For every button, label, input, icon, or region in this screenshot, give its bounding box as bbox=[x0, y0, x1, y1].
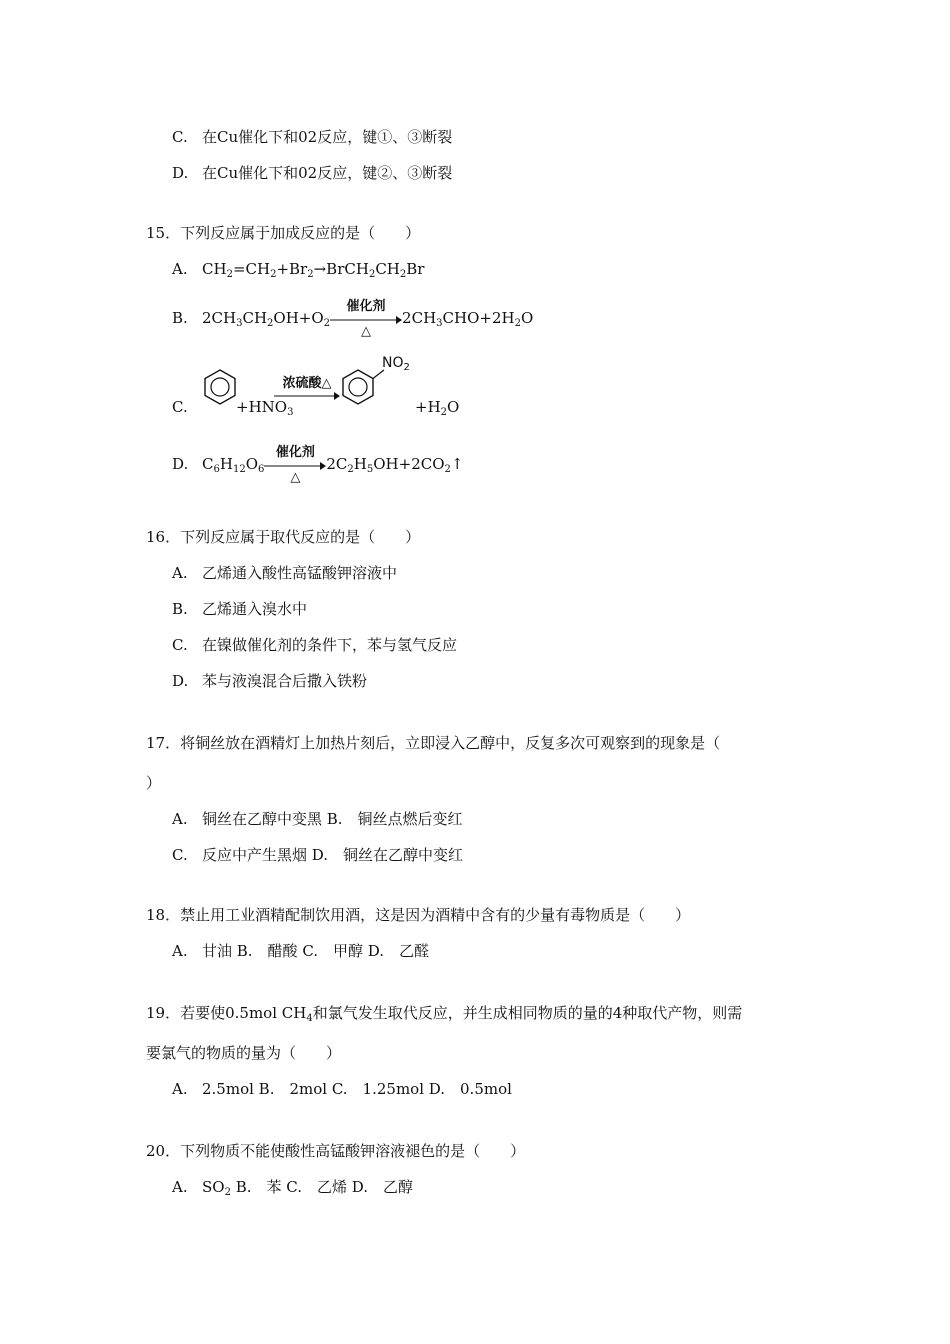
formula-part: O bbox=[520, 309, 534, 327]
q16-option-b bbox=[172, 598, 307, 620]
formula-part: OH+2CO bbox=[373, 455, 445, 473]
nitro-group-label bbox=[382, 352, 410, 379]
option-label: D. bbox=[172, 672, 189, 690]
water-product bbox=[415, 396, 459, 424]
stem-part: 和氯气发生取代反应，并生成相同物质的量的4种取代产物，则需 bbox=[312, 1004, 743, 1022]
q16-option-c bbox=[172, 634, 457, 656]
subscript: 4 bbox=[306, 1013, 313, 1024]
formula-part: O bbox=[245, 455, 258, 473]
q15-option-d bbox=[172, 444, 463, 484]
arrow-icon bbox=[274, 392, 340, 400]
option-label: A. bbox=[172, 942, 188, 960]
subscript: 6 bbox=[258, 464, 265, 475]
formula-part: OH+O bbox=[273, 309, 324, 327]
option-label: D. bbox=[172, 455, 189, 473]
formula-part: 2CH bbox=[402, 309, 437, 327]
formula-part: +HNO bbox=[236, 398, 288, 416]
option-label: C. bbox=[172, 398, 188, 416]
hno3-reactant bbox=[236, 396, 293, 424]
reaction-arrow-with-condition bbox=[274, 376, 340, 400]
q14-option-c bbox=[172, 126, 452, 148]
subscript: 2 bbox=[514, 318, 521, 329]
formula-part: SO bbox=[202, 1178, 225, 1196]
gas-arrow: ↑ bbox=[450, 455, 464, 473]
formula-part: +Br bbox=[276, 260, 308, 278]
formula-part: +H bbox=[415, 398, 441, 416]
option-label: B. bbox=[172, 309, 188, 327]
subscript: 5 bbox=[366, 464, 374, 475]
reaction-arrow-with-condition bbox=[330, 299, 402, 339]
stem-part: 19．若要使0.5mol CH bbox=[146, 1004, 307, 1022]
subscript: 2 bbox=[270, 269, 277, 280]
subscript: 2 bbox=[224, 1187, 231, 1198]
formula-part: 2CH bbox=[202, 309, 237, 327]
q19-stem-line2: 要氯气的物质的量为（ ） bbox=[146, 1044, 342, 1062]
q15-option-b bbox=[172, 298, 533, 338]
option-text: 在镍做催化剂的条件下，苯与氢气反应 bbox=[202, 636, 458, 654]
subscript: 2 bbox=[444, 464, 451, 475]
option-label: C. bbox=[172, 636, 188, 654]
formula-part: BrCH bbox=[326, 260, 369, 278]
subscript: 2 bbox=[307, 269, 314, 280]
subscript: 2 bbox=[368, 269, 376, 280]
option-text: 反应中产生黑烟 D. 铜丝在乙醇中变红 bbox=[202, 846, 464, 864]
formula-part: O bbox=[447, 398, 460, 416]
option-text: 甘油 B. 醋酸 C. 甲醇 D. 乙醛 bbox=[202, 942, 430, 960]
formula-part: H bbox=[219, 455, 233, 473]
q18-stem: 18．禁止用工业酒精配制饮用酒，这是因为酒精中含有的少量有毒物质是（ ） bbox=[146, 906, 691, 924]
reaction-arrow-with-condition bbox=[264, 445, 326, 485]
option-text: 乙烯通入酸性高锰酸钾溶液中 bbox=[202, 564, 398, 582]
formula-part: Br bbox=[406, 260, 425, 278]
q20-stem: 20．下列物质不能使酸性高锰酸钾溶液褪色的是（ ） bbox=[146, 1142, 526, 1160]
q19-options-row bbox=[172, 1078, 512, 1100]
option-label: C. bbox=[172, 128, 188, 146]
option-label: A. bbox=[172, 1178, 188, 1196]
option-text: 苯与液溴混合后撒入铁粉 bbox=[202, 672, 368, 690]
catalyst-label: 浓硫酸△ bbox=[282, 376, 332, 391]
subscript: 2 bbox=[399, 269, 407, 280]
q15-stem: 15．下列反应属于加成反应的是（ ） bbox=[146, 224, 421, 242]
subscript: 2 bbox=[403, 362, 410, 373]
formula-part: NO bbox=[382, 355, 404, 371]
catalyst-label: 催化剂 bbox=[346, 299, 386, 314]
option-text: 在Cu催化下和02反应，键②、③断裂 bbox=[202, 164, 453, 182]
q15-option-a bbox=[172, 258, 424, 286]
formula-part: CH bbox=[375, 260, 400, 278]
q17-stem-line2: ） bbox=[146, 774, 162, 792]
option-label: A. bbox=[172, 810, 188, 828]
option-text: 乙烯通入溴水中 bbox=[202, 600, 308, 618]
arrow-icon bbox=[264, 462, 326, 470]
option-label: A. bbox=[172, 1080, 188, 1098]
subscript: 3 bbox=[236, 318, 243, 329]
formula-part: CHO+2H bbox=[442, 309, 515, 327]
formula-part: H bbox=[353, 455, 367, 473]
q17-options-row1 bbox=[172, 808, 463, 830]
q16-stem: 16．下列反应属于取代反应的是（ ） bbox=[146, 528, 421, 546]
option-label: A. bbox=[172, 260, 188, 278]
option-label: C. bbox=[172, 846, 188, 864]
subscript: 2 bbox=[440, 407, 448, 418]
option-label: B. bbox=[172, 600, 188, 618]
option-label: D. bbox=[172, 164, 189, 182]
subscript: 12 bbox=[232, 464, 246, 475]
heat-label: △ bbox=[361, 324, 372, 339]
formula-part: CH bbox=[242, 309, 268, 327]
reaction-arrow: → bbox=[313, 260, 327, 278]
formula-part: CH bbox=[202, 260, 227, 278]
formula-part: =CH bbox=[232, 260, 271, 278]
formula-part: 2C bbox=[326, 455, 348, 473]
subscript: 2 bbox=[347, 464, 354, 475]
option-text: 2.5mol B. 2mol C. 1.25mol D. 0.5mol bbox=[202, 1080, 512, 1098]
q20-options-row bbox=[172, 1176, 413, 1204]
q14-option-d bbox=[172, 162, 452, 184]
q16-option-a bbox=[172, 562, 397, 584]
q18-options-row bbox=[172, 940, 429, 962]
option-text: 铜丝在乙醇中变黑 B. 铜丝点燃后变红 bbox=[202, 810, 463, 828]
q16-option-d bbox=[172, 670, 367, 692]
q15-option-c bbox=[172, 396, 202, 418]
subscript: 3 bbox=[287, 407, 294, 418]
q17-options-row2 bbox=[172, 844, 463, 866]
subscript: 2 bbox=[267, 318, 274, 329]
option-text: B. 苯 C. 乙烯 D. 乙醇 bbox=[230, 1178, 414, 1196]
option-text: 在Cu催化下和02反应，键①、③断裂 bbox=[202, 128, 453, 146]
heat-label: △ bbox=[290, 470, 301, 485]
benzene-ring-icon bbox=[202, 368, 238, 406]
subscript: 2 bbox=[226, 269, 233, 280]
q19-stem-line1 bbox=[146, 1002, 742, 1030]
catalyst-label: 催化剂 bbox=[275, 445, 315, 460]
subscript: 6 bbox=[213, 464, 220, 475]
arrow-icon bbox=[330, 316, 402, 324]
subscript: 3 bbox=[436, 318, 443, 329]
q17-stem-line1: 17．将铜丝放在酒精灯上加热片刻后，立即浸入乙醇中，反复多次可观察到的现象是（ bbox=[146, 734, 721, 752]
option-label: A. bbox=[172, 564, 188, 582]
formula-part: C bbox=[202, 455, 214, 473]
subscript: 2 bbox=[323, 318, 331, 329]
